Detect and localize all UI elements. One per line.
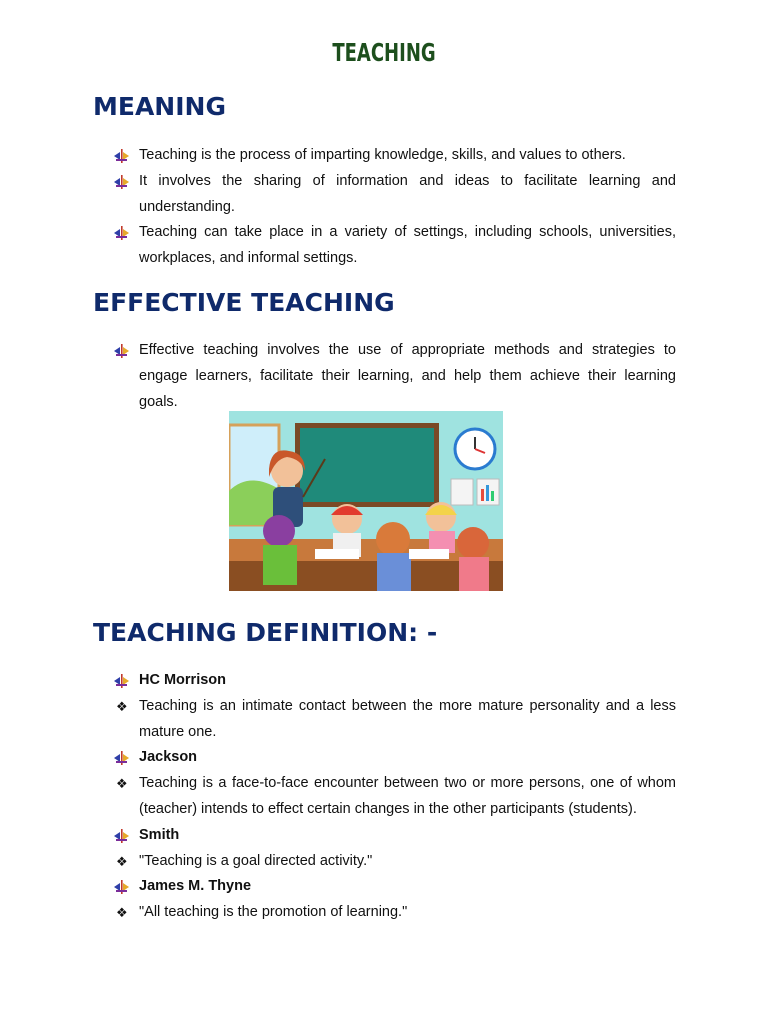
diamond-bullet-icon: ❖ [116, 776, 128, 792]
classroom-illustration [229, 411, 503, 591]
definition-text: ❖ "Teaching is a goal directed activity." [114, 849, 676, 875]
arrow-bullet-icon [114, 344, 129, 358]
diamond-bullet-icon: ❖ [116, 905, 128, 921]
arrow-bullet-icon [114, 226, 129, 240]
page-title: TEACHING [332, 38, 436, 67]
definition-author [114, 874, 676, 900]
definitions-list [114, 668, 676, 926]
arrow-bullet-icon [114, 149, 129, 163]
arrow-bullet-icon [114, 829, 129, 843]
list-item: It involves the sharing of information and ideas to facilitate learning and understanding. [114, 169, 676, 221]
diamond-bullet-icon: ❖ [116, 853, 128, 869]
section-heading-definitions: TEACHING DEFINITION: - [93, 618, 438, 647]
definition-author [114, 668, 676, 694]
definition-author [114, 745, 676, 771]
effective-list [114, 338, 676, 415]
arrow-bullet-icon [114, 880, 129, 894]
author-name: James M. Thyne [139, 878, 252, 895]
definition-text: ❖ Teaching is a face-to-face encounter between two or more persons, one of whom (teacher) intends to effect certain changes in the other participants (students). [114, 771, 676, 823]
list-item: Effective teaching involves the use of appropriate methods and strategies to engage learners, facilitate their learning, and help them achieve their learning goals. [114, 338, 676, 415]
list-item: Teaching is the process of imparting knowledge, skills, and values to others. [114, 143, 676, 169]
arrow-bullet-icon [114, 175, 129, 189]
author-name: HC Morrison [139, 672, 226, 688]
author-name: Smith [139, 826, 180, 843]
diamond-bullet-icon: ❖ [116, 698, 128, 714]
section-heading-meaning: MEANING [93, 92, 226, 121]
meaning-list [114, 143, 676, 272]
section-heading-effective-teaching: EFFECTIVE TEACHING [93, 288, 395, 317]
arrow-bullet-icon [114, 674, 129, 688]
definition-author [114, 823, 676, 849]
definition-text: ❖ "All teaching is the promotion of learning." [114, 900, 676, 926]
definition-text: ❖ Teaching is an intimate contact between the more mature personality and a less mature one. [114, 694, 676, 746]
author-name: Jackson [139, 749, 198, 766]
arrow-bullet-icon [114, 751, 129, 765]
list-item: Teaching can take place in a variety of settings, including schools, universities, workplaces, and informal settings. [114, 220, 676, 272]
